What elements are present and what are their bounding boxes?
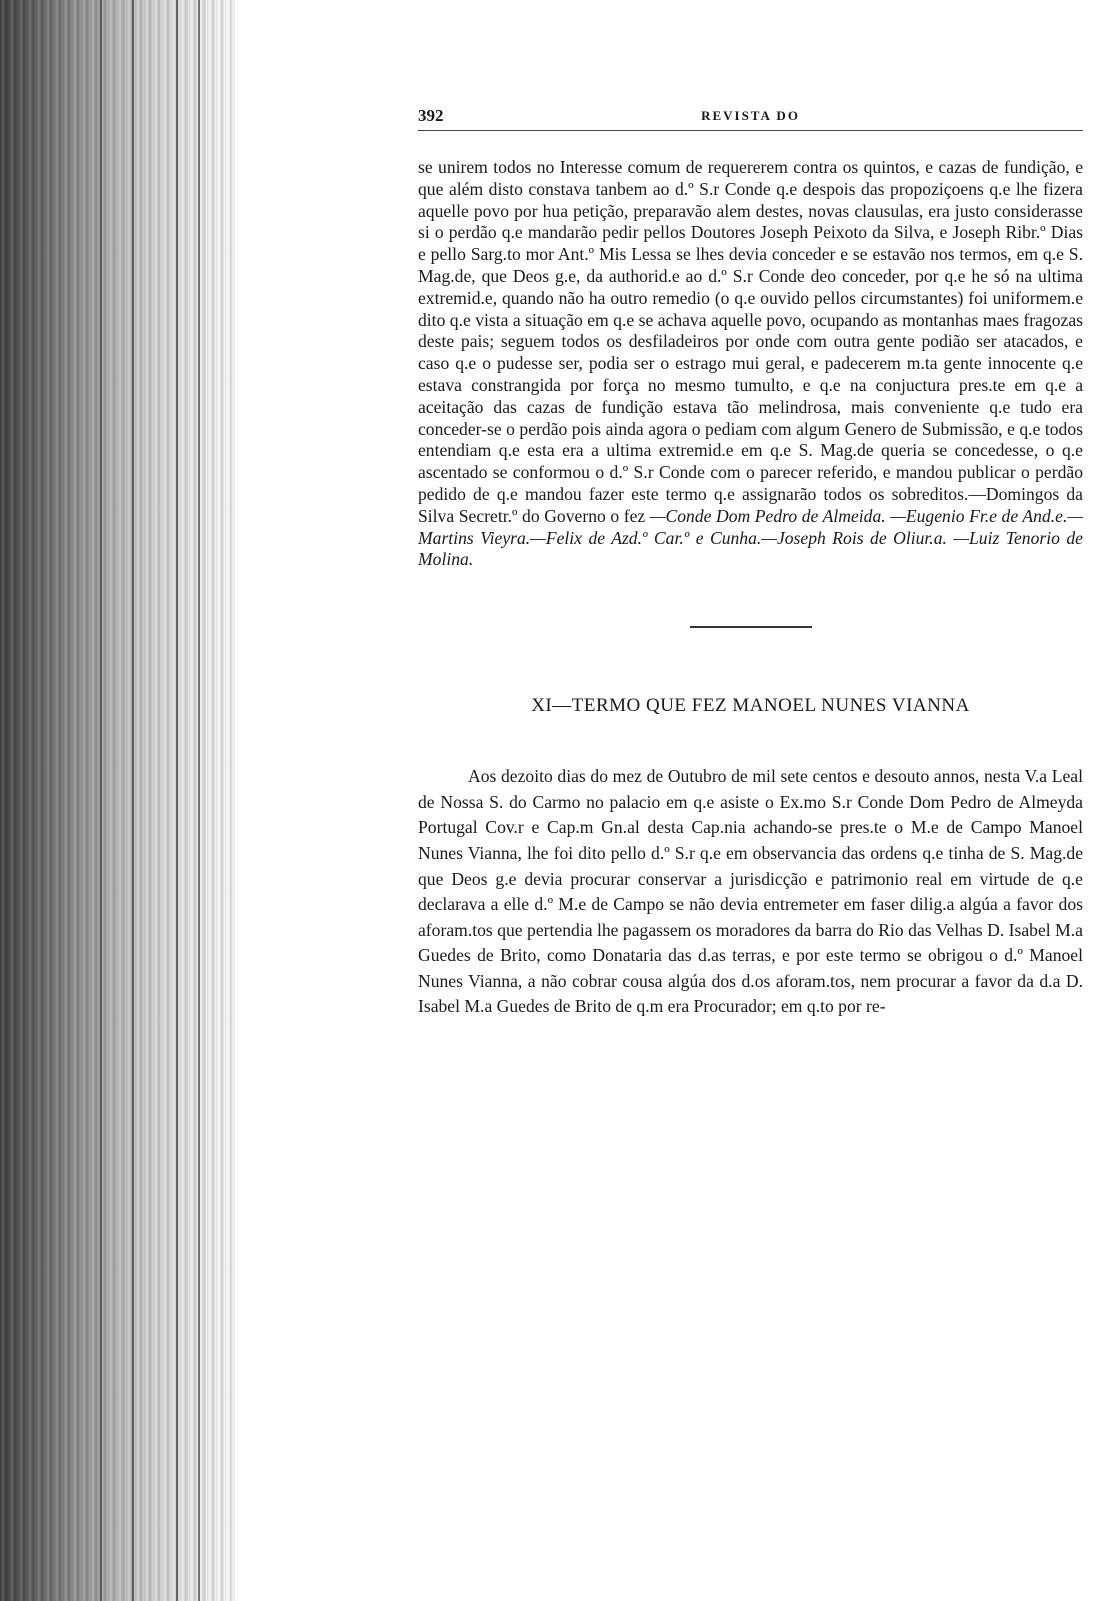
binding-line xyxy=(132,0,134,1601)
paragraph-termo-manoel-nunes-vianna: Aos dezoito dias do mez de Outubro de mil sete centos e desouto annos, nesta V.a Leal de Nossa S. do Carmo no palacio em q.e asiste o Ex.mo S.r Conde Dom Pedro de Almeyda Portugal Cov.r e Cap.m Gn.al desta Cap.nia achando-se pres.te o M.e de Campo Manoel Nunes Vianna, lhe foi dito pello d.º S.r q.e em observancia das ordens q.e tinha de S. Mag.de que Deos g.e devia procurar conservar a jurisdicção e patrimonio real em virtude de q.e declarava a elle d.º M.e de Campo se não devia entremeter em faser dilig.a algúa a favor dos aforam.tos que pertendia lhe pagassem os moradores da barra do Rio das Velhas D. Isabel M.a Guedes de Brito, como Donataria das d.as terras, e por este termo se obrigou o d.º Manoel Nunes Vianna, a não cobrar cousa algúa dos d.os aforam.tos, nem procurar a favor da d.a D. Isabel M.a Guedes de Brito de q.m era Procurador; em q.to por re- xyxy=(418,766,1083,1017)
book-page xyxy=(418,100,1083,1020)
paragraph-termo-continuation xyxy=(418,157,1083,571)
binding-line xyxy=(198,0,200,1601)
binding-line xyxy=(176,0,178,1601)
journal-title: REVISTA DO xyxy=(701,108,800,123)
section-title: XI—TERMO QUE FEZ MANOEL NUNES VIANNA xyxy=(531,695,970,717)
binding-line xyxy=(100,0,102,1601)
running-header xyxy=(418,100,1083,131)
page-number: 392 xyxy=(418,106,444,125)
book-binding-gutter xyxy=(0,0,235,1601)
section-divider xyxy=(690,626,812,628)
signatures: —Conde Dom Pedro de Almeida. —Eugenio Fr.e de And.e.—Martins Vieyra.—Felix de Azd.º Car.º e Cunha.—Joseph Rois de Oliur.a. —Luiz Tenorio de Molina. xyxy=(418,505,1084,570)
paragraph-main-text: se unirem todos no Interesse comum de requererem contra os quintos, e cazas de fundição, e que além disto constava tanbem ao d.º S.r Conde q.e despois das propoziçoens q.e lhe fizera aquelle povo por hua petição, preparavão alem destes, novas clausulas, era justo considerasse si o perdão q.e mandarão pedir pellos Doutores Joseph Peixoto da Silva, e Joseph Ribr.º Dias e pello Sarg.to mor Ant.º Mis Lessa se lhes devia conceder e se estavão nos termos, em q.e S. Mag.de, que Deos g.e, da authorid.e ao d.º S.r Conde deo conceder, por q.e he só na ultima extremid.e, quando não ha outro remedio (o q.e ouvido pellos circumstantes) foi uniformem.e dito q.e vista a situação em q.e se achava aquelle povo, ocupando as montanhas maes fragozas deste pais; seguem todos os desfiladeiros por onde com outra gente podião ser atacados, e caso q.e o pudesse ser, podia ser o estrago mui geral, e padecerem m.ta gente innocente q.e estava constrangida por força no mesmo tumulto, e q.e na conjuctura pres.te em q.e a aceitação das cazas de fundição estava tão melindrosa, mais conveniente q.e tudo era conceder-se o perdão pois ainda agora o pediam com algum Genero de Submissão, e q.e todos entendiam q.e esta era a ultima extremid.e em q.e S. Mag.de queria se concedesse, o q.e ascentado se conformou o d.º S.r Conde com o parecer referido, e mandou publicar o perdão pedido de q.e mandou fazer este termo q.e assignarão todos os sobreditos.—Domingos da Silva Secretr.º do Governo o fez xyxy=(418,157,1083,526)
